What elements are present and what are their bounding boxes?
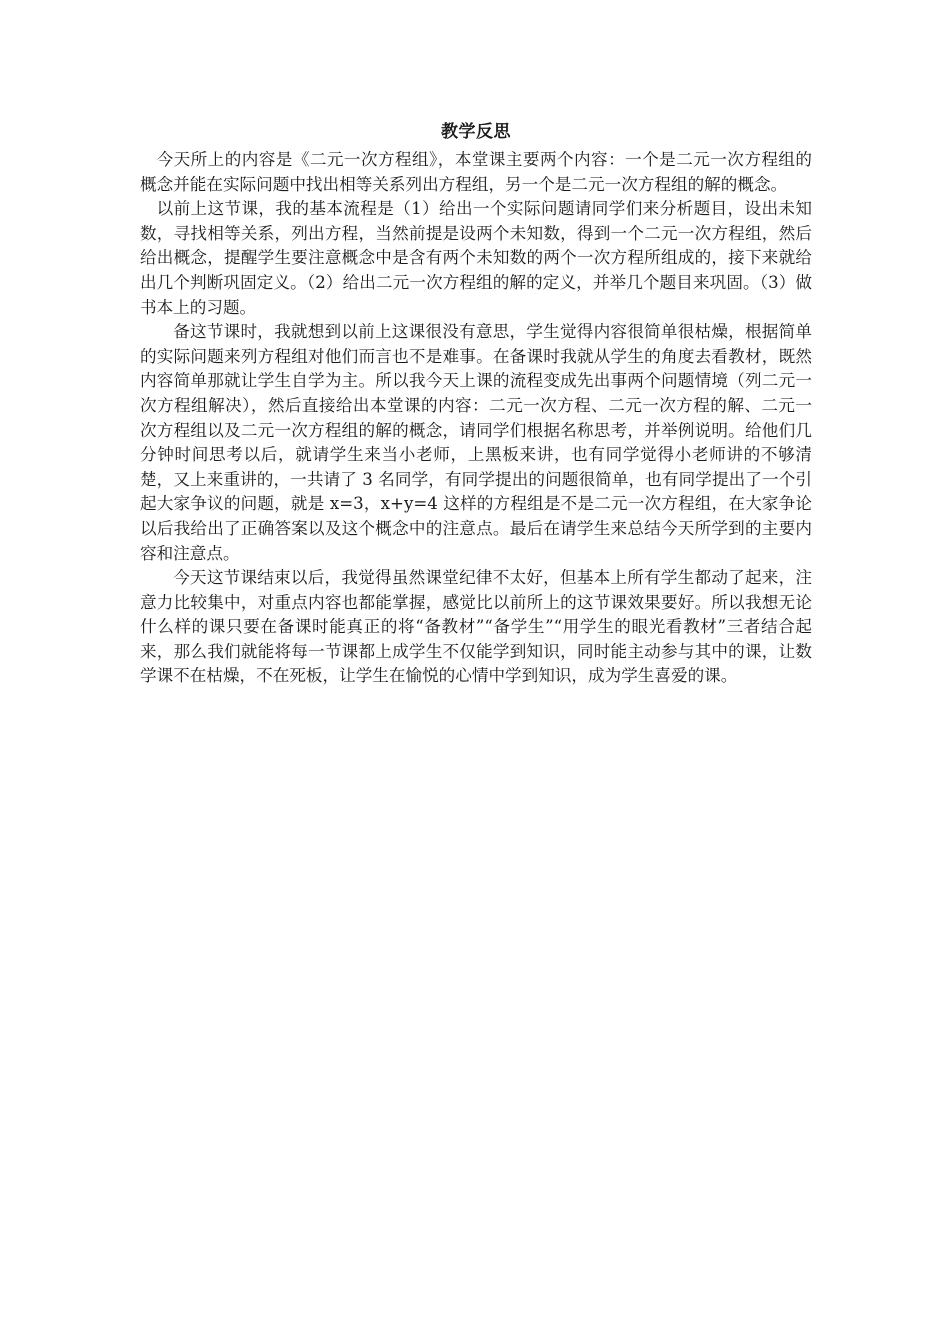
paragraph-intro: 今天所上的内容是《二元一次方程组》，本堂课主要两个内容：一个是二元一次方程组的概念并能在实际问题中找出相等关系列出方程组，另一个是二元一次方程组的解的概念。 [140,150,812,194]
document-page [140,118,812,689]
paragraph-new-approach: 备这节课时，我就想到以前上这课很没有意思，学生觉得内容很简单很枯燥，根据简单的实际问题来列方程组对他们而言也不是难事。在备课时我就从学生的角度去看教材，既然内容简单那就让学生自学为主。所以我今天上课的流程变成先出事两个问题情境（列二元一次方程组解决），然后直接给出本堂课的内容：二元一次方程、二元一次方程的解、二元一次方程组以及二元一次方程组的解的概念，请同学们根据名称思考，并举例说明。给他们几分钟时间思考以后，就请学生来当小老师，上黑板来讲，也有同学觉得小老师讲的不够清楚，又上来重讲的，一共请了 3 名同学，有同学提出的问题很简单，也有同学提出了一个引起大家争议的问题，就是 x=3，x+y=4 这样的方程组是不是二元一次方程组，在大家争论以后我给出了正确答案以及这个概念中的注意点。最后在请学生来总结今天所学到的主要内容和注意点。 [140,322,812,563]
paragraph-previous-flow: 以前上这节课，我的基本流程是（1）给出一个实际问题请同学们来分析题目，设出未知数，寻找相等关系，列出方程，当然前提是设两个未知数，得到一个二元一次方程组，然后给出概念，提醒学生要注意概念中是含有两个未知数的两个一次方程所组成的，接下来就给出几个判断巩固定义。（2）给出二元一次方程组的解的定义，并举几个题目来巩固。（3）做书本上的习题。 [140,199,812,317]
document-title: 教学反思 [441,122,511,142]
paragraph-reflection: 今天这节课结束以后，我觉得虽然课堂纪律不太好，但基本上所有学生都动了起来，注意力比较集中，对重点内容也都能掌握，感觉比以前所上的这节课效果要好。所以我想无论什么样的课只要在备课时能真正的将“备教材”“备学生”“用学生的眼光看教材”三者结合起来，那么我们就能将每一节课都上成学生不仅能学到知识，同时能主动参与其中的课，让数学课不在枯燥，不在死板，让学生在愉悦的心情中学到知识，成为学生喜爱的课。 [140,568,812,686]
